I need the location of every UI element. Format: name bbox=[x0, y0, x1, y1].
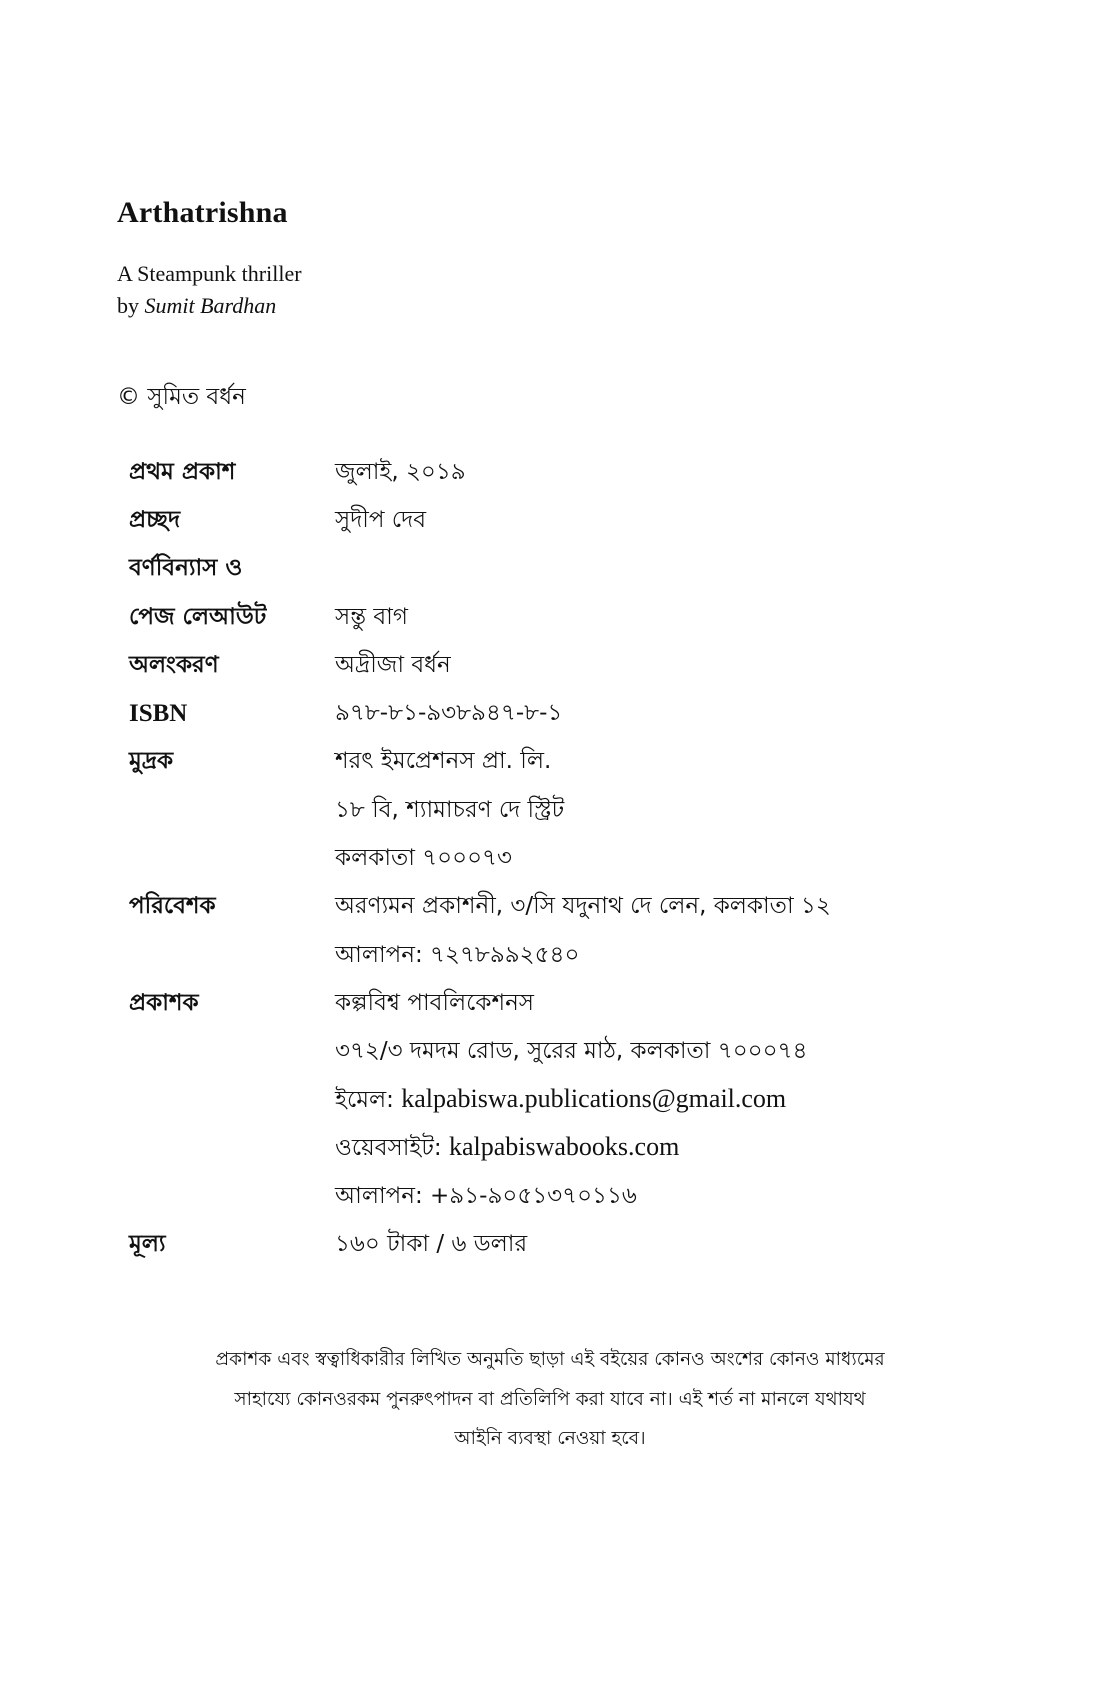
credit-value: জুলাই, ২০১৯ bbox=[335, 458, 466, 485]
author-name: Sumit Bardhan bbox=[144, 293, 277, 318]
credit-row-isbn bbox=[129, 689, 831, 737]
rights-notice-line: সাহায্যে কোনওরকম পুনরুৎপাদন বা প্রতিলিপি করা যাবে না। এই শর্ত না মানলে যথাযথ bbox=[234, 1388, 866, 1410]
credit-row-publisher-address bbox=[129, 1028, 831, 1076]
credit-value: ১৮ বি, শ্যামাচরণ দে স্ট্রিট bbox=[335, 796, 565, 823]
rights-notice bbox=[0, 1340, 1100, 1459]
price-value: ১৬০ টাকা / ৬ ডলার bbox=[335, 1231, 528, 1258]
credit-row-price bbox=[129, 1221, 831, 1269]
credit-value: সন্তু বাগ bbox=[335, 603, 408, 630]
credit-row-publisher-email bbox=[129, 1076, 831, 1124]
credit-value: আলাপন: +৯১-৯০৫১৩৭০১১৬ bbox=[335, 1183, 637, 1210]
credit-label: প্রচ্ছদ bbox=[129, 506, 181, 533]
credit-label: প্রকাশক bbox=[129, 989, 199, 1016]
credit-value bbox=[335, 1081, 786, 1120]
website-prefix: ওয়েবসাইট: bbox=[335, 1134, 449, 1161]
book-subtitle-block bbox=[117, 258, 302, 322]
credit-label: মূল্য bbox=[129, 1231, 166, 1258]
isbn-value: ৯৭৮-৮১-৯৩৮৯৪৭-৮-১ bbox=[335, 700, 563, 727]
credit-row-page-layout bbox=[129, 593, 831, 641]
by-prefix: by bbox=[117, 293, 145, 318]
credit-label: পরিবেশক bbox=[129, 893, 216, 920]
credit-value: আলাপন: ৭২৭৮৯৯২৫৪০ bbox=[335, 941, 580, 968]
credit-row-typesetting bbox=[129, 545, 831, 593]
rights-notice-line: আইনি ব্যবস্থা নেওয়া হবে। bbox=[454, 1428, 646, 1449]
copyright-line bbox=[117, 378, 246, 417]
book-title: Arthatrishna bbox=[117, 196, 288, 229]
credit-row-printer bbox=[129, 738, 831, 786]
credit-row-distributor-phone bbox=[129, 931, 831, 979]
credit-value: কল্পবিশ্ব পাবলিকেশনস bbox=[335, 989, 534, 1016]
credit-value: অরণ্যমন প্রকাশনী, ৩/সি যদুনাথ দে লেন, কলকাতা ১২ bbox=[335, 893, 831, 920]
credits-table bbox=[129, 448, 831, 1269]
credit-row-illustration bbox=[129, 641, 831, 689]
credit-row-publisher-website bbox=[129, 1124, 831, 1172]
credit-label: প্রথম প্রকাশ bbox=[129, 458, 236, 485]
credit-value: শরৎ ইমপ্রেশনস প্রা. লি. bbox=[335, 748, 552, 775]
credit-label: মুদ্রক bbox=[129, 748, 174, 775]
credit-row-publisher bbox=[129, 979, 831, 1027]
credit-value bbox=[335, 1129, 679, 1168]
credit-row-first-edition bbox=[129, 448, 831, 496]
credit-label: ISBN bbox=[129, 699, 188, 727]
credit-label: অলংকরণ bbox=[129, 651, 219, 678]
credit-row-printer-address-1 bbox=[129, 786, 831, 834]
credit-row-cover bbox=[129, 496, 831, 544]
rights-notice-line: প্রকাশক এবং স্বত্বাধিকারীর লিখিত অনুমতি ছাড়া এই বইয়ের কোনও অংশের কোনও মাধ্যমের bbox=[215, 1349, 885, 1370]
email-prefix: ইমেল: bbox=[335, 1086, 402, 1113]
website-link[interactable]: kalpabiswabooks.com bbox=[448, 1131, 680, 1161]
credit-row-publisher-phone bbox=[129, 1172, 831, 1220]
credit-value: অদ্রীজা বর্ধন bbox=[335, 651, 451, 678]
credit-label: বর্ণবিন্যাস ও bbox=[129, 555, 243, 582]
credit-row-distributor bbox=[129, 883, 831, 931]
copyright-icon: © bbox=[117, 384, 140, 410]
copyright-holder: সুমিত বর্ধন bbox=[147, 384, 246, 410]
credit-row-printer-address-2 bbox=[129, 834, 831, 882]
credit-value: কলকাতা ৭০০০৭৩ bbox=[335, 845, 512, 872]
author-line bbox=[117, 290, 302, 322]
credit-label: পেজ লেআউট bbox=[129, 603, 267, 630]
credit-value: সুদীপ দেব bbox=[335, 506, 426, 533]
credit-value: ৩৭২/৩ দমদম রোড, সুরের মাঠ, কলকাতা ৭০০০৭৪ bbox=[335, 1038, 808, 1065]
email-link[interactable]: kalpabiswa.publications@gmail.com bbox=[401, 1083, 787, 1113]
book-subtitle: A Steampunk thriller bbox=[117, 261, 302, 286]
